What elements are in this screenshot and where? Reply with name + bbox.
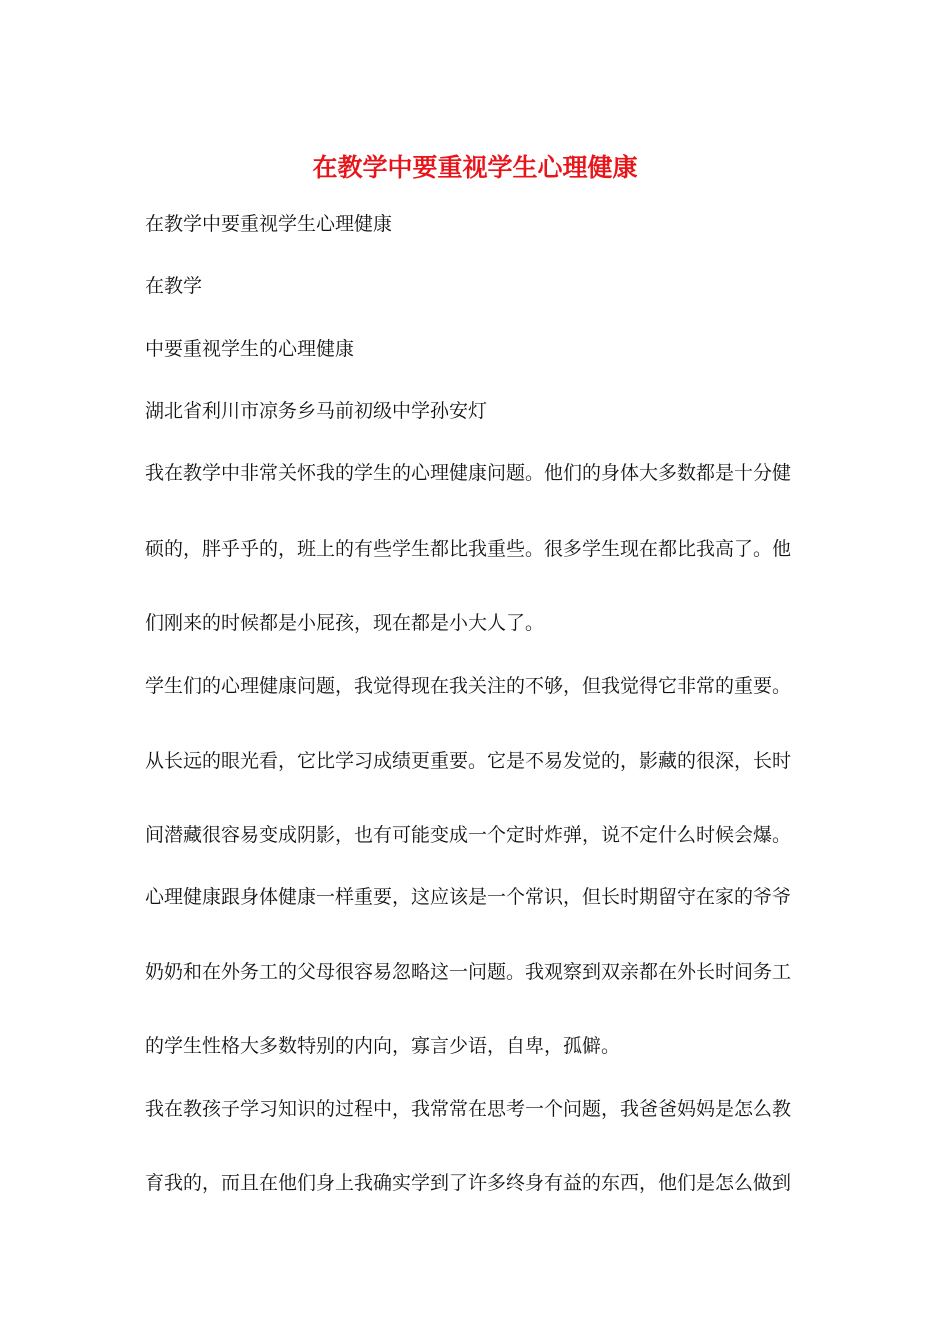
body-line: 间潜藏很容易变成阴影，也有可能变成一个定时炸弹，说不定什么时候会爆。 <box>145 824 792 846</box>
author-line: 湖北省利川市凉务乡马前初级中学孙安灯 <box>145 400 488 422</box>
body-line: 们刚来的时候都是小屁孩，现在都是小大人了。 <box>145 612 545 634</box>
body-line: 的学生性格大多数特别的内向，寡言少语，自卑，孤僻。 <box>145 1035 621 1057</box>
body-line: 奶奶和在外务工的父母很容易忽略这一问题。我观察到双亲都在外长时间务工 <box>145 961 792 983</box>
body-line: 学生们的心理健康问题，我觉得现在我关注的不够，但我觉得它非常的重要。 <box>145 675 792 697</box>
body-line: 我在教学中非常关怀我的学生的心理健康问题。他们的身体大多数都是十分健 <box>145 462 792 484</box>
subtitle-line: 在教学中要重视学生心理健康 <box>145 213 393 235</box>
heading-line-2: 中要重视学生的心理健康 <box>145 338 355 360</box>
body-line: 我在教孩子学习知识的过程中，我常常在思考一个问题，我爸爸妈妈是怎么教 <box>145 1098 792 1120</box>
document-title: 在教学中要重视学生心理健康 <box>312 153 638 182</box>
body-line: 从长远的眼光看，它比学习成绩更重要。它是不易发觉的，影藏的很深，长时 <box>145 750 792 772</box>
heading-line-1: 在教学 <box>145 275 203 297</box>
body-line: 硕的，胖乎乎的，班上的有些学生都比我重些。很多学生现在都比我高了。他 <box>145 538 792 560</box>
body-line: 心理健康跟身体健康一样重要，这应该是一个常识，但长时期留守在家的爷爷 <box>145 886 792 908</box>
body-line: 育我的，而且在他们身上我确实学到了许多终身有益的东西，他们是怎么做到 <box>145 1172 792 1194</box>
